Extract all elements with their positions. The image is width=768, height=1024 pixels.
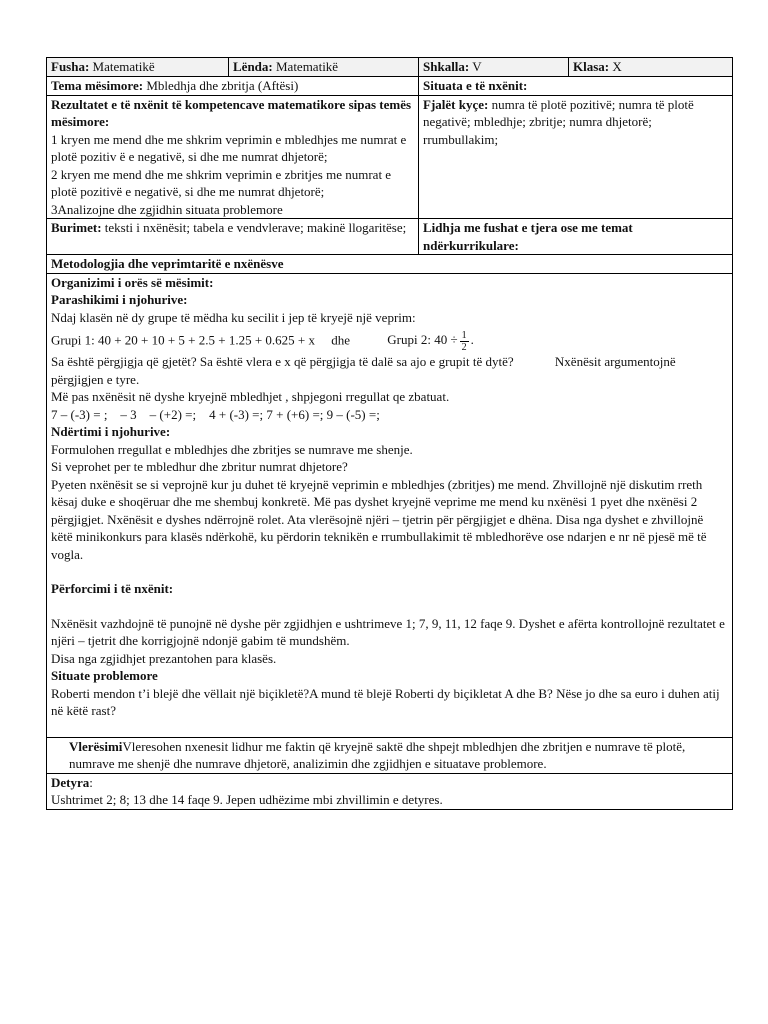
- rezultatet-row: [47, 95, 733, 219]
- ndertimi-heading: Ndërtimi i njohurive:: [51, 424, 171, 439]
- metodologjia-cell: Metodologjia dhe veprimtaritë e nxënësve: [47, 255, 733, 274]
- klasa-cell: Klasa: X: [569, 58, 733, 77]
- burimet-cell: Burimet: teksti i nxënësit; tabela e vendvlerave; makinë llogaritëse;: [47, 219, 419, 255]
- lesson-plan-table: [46, 57, 733, 810]
- organizimi-heading: Organizimi i orës së mësimit:: [51, 274, 214, 290]
- detyra-cell: Detyra: Ushtrimet 2; 8; 13 dhe 14 faqe 9. Jepen udhëzime mbi zhvillimin e detyres.: [47, 773, 733, 809]
- lidhja-cell: Lidhja me fushat e tjera ose me temat ndërkurrikulare:: [419, 219, 733, 255]
- grupi2-expression: Grupi 2: 40 ÷ $\frac{1}{2}$ .: [387, 330, 474, 353]
- situate-heading: Situate problemore: [51, 668, 158, 683]
- lenda-cell: Lënda: Matematikë: [229, 58, 419, 77]
- tema-cell: Tema mësimore: Mbledhja dhe zbritja (Aftësi): [47, 77, 419, 96]
- vleresimi-cell: VlerësimiVleresohen nxenesit lidhur me faktin që kryejnë saktë dhe shpejt mbledhjen dhe zbritjen e numrave të plotë, numrave me shenjë dhe numrave dhjetorë, analizimin dhe zgjidhjen e situatave problemore.: [47, 737, 733, 773]
- grupi1-expression: Grupi 1: 40 + 20 + 10 + 5 + 2.5 + 1.25 + 0.625 + x: [51, 332, 316, 348]
- burimet-row: [47, 219, 733, 255]
- perforcimi-text-1: Nxënësit vazhdojnë të punojnë në dyshe për zgjidhjen e ushtrimeve 1; 7, 9, 11, 12 faqe 9. Dyshet e afërta kontrollojnë rezultatet e njëri – tjetrit dhe korrigjojnë ndonjë gabim të mundshëm.: [51, 615, 725, 648]
- perforcimi-heading: Përforcimi i të nxënit:: [51, 581, 174, 596]
- rezultatet-cell: [47, 95, 419, 219]
- detyra-row: [47, 773, 733, 809]
- parashikimi-heading: Parashikimi i njohurive:: [51, 292, 188, 307]
- parashikimi-text-1: Ndaj klasën në dy grupe të mëdha ku secilit i jep të kryejë një veprim:: [51, 309, 416, 325]
- grupi-line: [51, 330, 728, 353]
- dhe-word: dhe: [331, 332, 351, 348]
- metodologjia-row: [47, 255, 733, 274]
- parashikimi-text-3: Më pas nxënësit në dyshe kryejnë mbledhjet , shpjegoni rregullat qe zbatuat.: [51, 389, 450, 404]
- ndertimi-text-2: Si veprohet per te mbledhur dhe zbritur numrat dhjetore?: [51, 459, 348, 474]
- fusha-cell: Fusha: Matematikë: [47, 58, 229, 77]
- rezultatet-heading: Rezultatet e të nxënit të kompetencave matematikore sipas temës mësimore:: [51, 96, 412, 129]
- situata-cell: Situata e të nxënit:: [419, 77, 733, 96]
- detyra-text: Ushtrimet 2; 8; 13 dhe 14 faqe 9. Jepen udhëzime mbi zhvillimin e detyres.: [51, 792, 443, 807]
- ndertimi-text-1: Formulohen rregullat e mbledhjes dhe zbritjes se numrave me shenje.: [51, 441, 413, 457]
- organizimi-cell: [47, 273, 733, 737]
- rezultatet-item-2: 2 kryen me mend dhe me shkrim veprimin e zbritjes me numrat e plotë pozitivë e negativë, si dhe me numrat dhjetorë;: [51, 166, 392, 199]
- organizimi-row: [47, 273, 733, 737]
- header-row: [47, 58, 733, 77]
- parashikimi-text-2: Sa është përgjigja që gjetët? Sa është vlera e x që përgjigja të dalë sa ajo e grupit të dytë? Nxënësit argumentojnë përgjigjen e tyre.: [51, 354, 676, 387]
- perforcimi-text-2: Disa nga zgjidhjet prezantohen para klasës.: [51, 650, 277, 666]
- fjalet-kyce-cell: Fjalët kyçe: numra të plotë pozitivë; numra të plotë negativë; mbledhje; zbritje; numra dhjetorë; rrumbullakim;: [419, 95, 733, 219]
- vleresimi-row: [47, 737, 733, 773]
- rezultatet-item-3: 3Analizojne dhe zgjidhin situata problemore: [51, 201, 283, 217]
- tema-row: [47, 77, 733, 96]
- rezultatet-item-1: 1 kryen me mend dhe me shkrim veprimin e mbledhjes me numrat e plotë pozitiv ë e negativë, si dhe me numrat dhjetorë;: [51, 131, 407, 164]
- ndertimi-text-3: Pyeten nxënësit se si veprojnë kur ju duhet të kryejnë veprimin e mbledhjes (zbritjes) me mend. Zhvillojnë një diskutim rreth kësaj duke e shoqëruar dhe me shembuj konkretë. Më pas dyshet kryejnë veprime me mend ku nxënësi 1 pyet dhe nxënësi 2 përgjigjet. Nxënësit e dyshes ndërrojnë rolet. Ata vlerësojnë njëri – tjetrin për përgjigjet e dhëna. Disa nga dyshet e zhvillojnë këtë minikonkurs para klasës ndërkohë, ku përdorin teknikën e rrumbullakimit të mbledhorëve ose ndarjen e nr në pjesë më të vogla.: [51, 476, 707, 562]
- parashikimi-exercises: 7 – (-3) = ; – 3 – (+2) =; 4 + (-3) =; 7 + (+6) =; 9 – (-5) =;: [51, 406, 380, 422]
- situate-text: Roberti mendon t’i blejë dhe vëllait një biçikletë?A mund të blejë Roberti dy biçikletat A dhe B? Nëse jo dhe sa euro i duhen atij në këtë rast?: [51, 685, 720, 718]
- shkalla-cell: Shkalla: V: [419, 58, 569, 77]
- fraction: $\frac{1}{2}$: [461, 330, 467, 353]
